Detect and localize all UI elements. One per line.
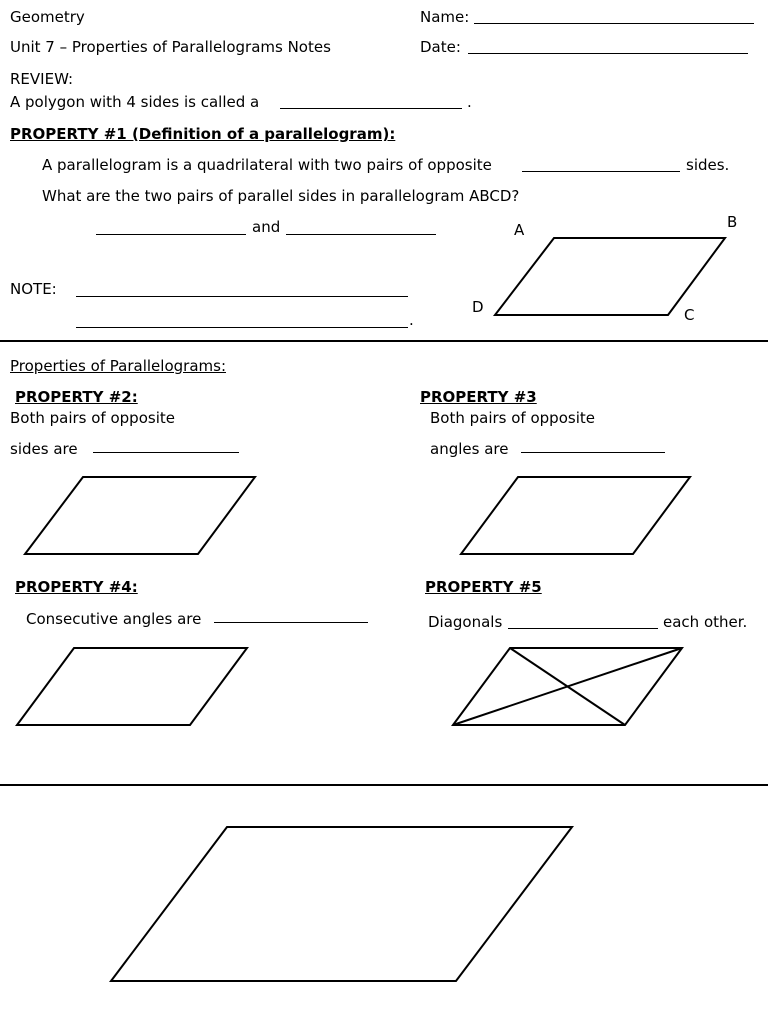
property1-definition: A parallelogram is a quadrilateral with two pairs of opposite xyxy=(42,156,492,174)
property1-question: What are the two pairs of parallel sides in parallelogram ABCD? xyxy=(42,187,520,205)
property4-parallelogram xyxy=(17,648,247,725)
property3-line2: angles are xyxy=(430,440,509,458)
large-parallelogram xyxy=(111,827,572,981)
property2-heading: PROPERTY #2: xyxy=(15,388,138,406)
property4-heading: PROPERTY #4: xyxy=(15,578,138,596)
vertex-label-b: B xyxy=(727,213,738,231)
property5-diagonal-2 xyxy=(453,648,682,725)
review-heading: REVIEW: xyxy=(10,70,74,88)
vertex-label-c: C xyxy=(684,306,695,324)
property2-parallelogram xyxy=(25,477,255,554)
property3-heading: PROPERTY #3 xyxy=(420,388,537,406)
unit-title: Unit 7 – Properties of Parallelograms Notes xyxy=(10,38,331,56)
vertex-label-d: D xyxy=(472,298,484,316)
parallelogram-abcd xyxy=(495,238,725,315)
vertex-label-a: A xyxy=(514,221,525,239)
property2-line2: sides are xyxy=(10,440,78,458)
property3-line1: Both pairs of opposite xyxy=(430,409,595,427)
property5-heading: PROPERTY #5 xyxy=(425,578,542,596)
properties-heading: Properties of Parallelograms: xyxy=(10,357,226,375)
property3-parallelogram xyxy=(461,477,690,554)
property4-line1: Consecutive angles are xyxy=(26,610,202,628)
and-word: and xyxy=(252,218,281,236)
property1-heading: PROPERTY #1 (Definition of a parallelogram): xyxy=(10,125,396,143)
review-end-mark: . xyxy=(467,93,472,111)
date-label: Date: xyxy=(420,38,461,56)
property5-before: Diagonals xyxy=(428,613,503,631)
note-end-mark: . xyxy=(409,311,414,329)
property2-line1: Both pairs of opposite xyxy=(10,409,175,427)
note-label: NOTE: xyxy=(10,280,57,298)
course-title: Geometry xyxy=(10,8,85,26)
name-label: Name: xyxy=(420,8,470,26)
property1-definition-end: sides. xyxy=(686,156,730,174)
property5-after: each other. xyxy=(663,613,748,631)
review-question: A polygon with 4 sides is called a xyxy=(10,93,260,111)
